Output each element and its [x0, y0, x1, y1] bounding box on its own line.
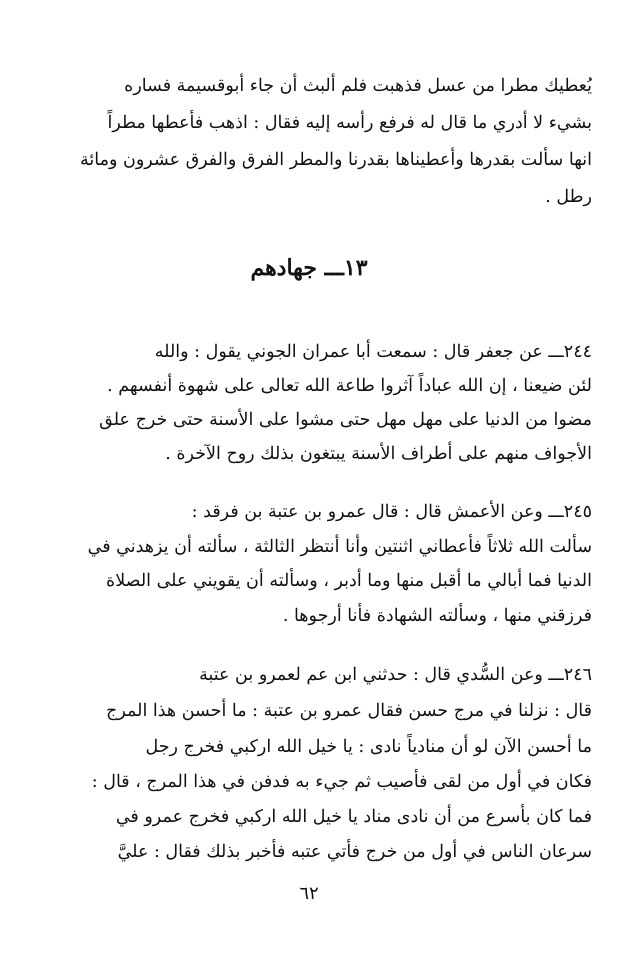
text-line: سرعان الناس في أول من خرج فأُتي عتبه فأخبر بذلك فقال : عليَّ [117, 842, 592, 862]
text-line: ٢٤٦ـــ وعن السُّدي قال : حدثني ابن عم لعمرو بن عتبة [199, 665, 592, 685]
text-line: رطل . [545, 187, 592, 207]
text-line: قال : نزلنا في مرج حسن فقال عمرو بن عتبة : ما أحسن هذا المرج [106, 701, 592, 721]
page-number: ٦٢ [299, 883, 319, 904]
text-line: لئن ضيعنا ، إن الله عباداً آثروا طاعة الله تعالى على شهوة أنفسهم . [107, 376, 592, 396]
text-line: فرزقني منها ، وسألته الشهادة فأنا أرجوها . [282, 606, 592, 626]
text-line: فكان في أول من لقى فأُصيب ثم جيء به فدفن في هذا المرج ، قال : [91, 772, 592, 792]
text-line: ما أحسن الآن لو أن منادياً نادى : يا خيل الله اركبي فخرج رجل [145, 737, 592, 757]
text-line: انها سألت بقدرها وأعطيناها بقدرنا والمطر الفرق والفرق عشرون ومائة [80, 150, 592, 170]
text-line: بشيء لا أدري ما قال له فرفع رأسه إليه فقال : اذهب فأعطها مطراً [107, 113, 592, 133]
text-line: فما كان بأسرع من أن نادى مناد يا خيل الله اركبي فخرج عمرو في [115, 807, 592, 827]
text-line: الدنيا فما أبالي ما أقبل منها وما أدبر ، وسألته أن يقويني على الصلاة [106, 571, 592, 591]
text-line: ٢٤٤ـــ عن جعفر قال : سمعت أبا عمران الجوني يقول : والله [154, 342, 592, 362]
text-line: الأجواف منهم على أطراف الأسنة يبتغون بذلك روح الآخرة . [165, 444, 592, 464]
text-line: مضوا من الدنيا على مهل مهل حتى مشوا على الأسنة حتى خرج علق [99, 410, 592, 430]
text-line: سألت الله ثلاثاً فأعطاني اثنتين وأنا أنتظر الثالثة ، سألته أن يزهدني في [87, 537, 592, 557]
section-heading: ١٣ـــ جهادهم [250, 255, 368, 281]
text-line: ٢٤٥ـــ وعن الأعمش قال : قال عمرو بن عتبة بن فرقد : [191, 502, 592, 522]
text-line: يُعطيك مطرا من عسل فذهبت فلم ألبث أن جاء أبوقسيمة فساره [124, 76, 592, 96]
